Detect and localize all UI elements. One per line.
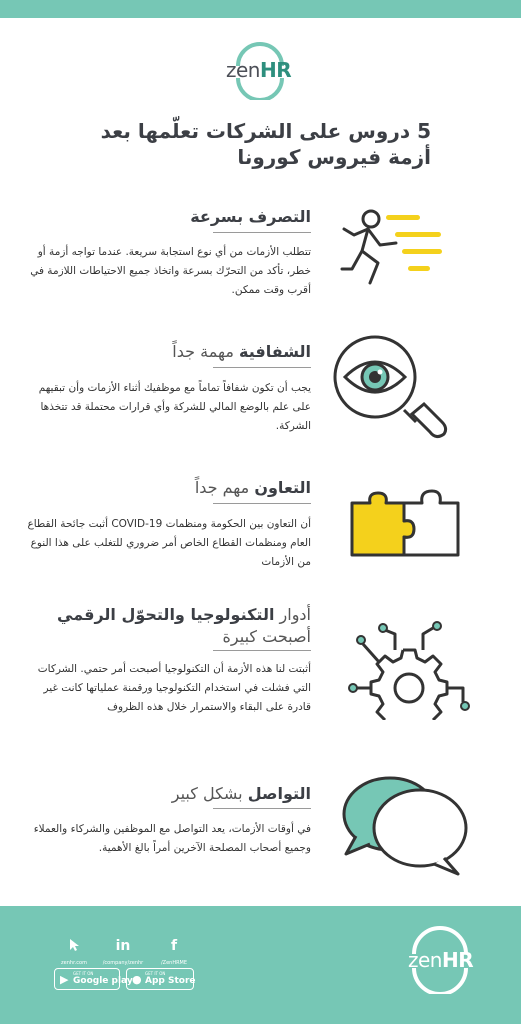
section-heading-transparency: الشفافية مهمة جداً — [172, 342, 311, 361]
gear-circuit-icon — [345, 620, 485, 720]
section-body-communication: في أوقات الأزمات، يعد التواصل مع الموظفين والشركاء والعملاء وجميع أصحاب المصلحة الآخرين أمراً بالغ الأهمية. — [33, 823, 311, 854]
website-link[interactable]: zenhr.com — [54, 938, 94, 966]
section-heading-technology: أدوار التكنولوجيا والتحوّل الرقمي أصبحت كبيرة — [57, 605, 311, 646]
divider — [213, 650, 311, 651]
section-heading-speed: التصرف بسرعة — [190, 207, 311, 226]
divider — [213, 367, 311, 368]
app-store-button[interactable]: ● GET IT ON App Store — [126, 968, 194, 990]
section-heading-communication: التواصل بشكل كبير — [171, 784, 311, 803]
zenhr-logo — [220, 40, 300, 100]
top-bar — [0, 0, 521, 18]
facebook-link[interactable]: f /ZenHRME — [154, 938, 194, 966]
facebook-icon: f — [170, 938, 178, 954]
divider — [213, 503, 311, 504]
section-body-speed: تتطلب الأزمات من أي نوع استجابة سريعة. عندما تواجه أزمة أو خطر، تأكد من التحرّك بسرعة واتخاذ جميع الاحتياطات اللازمة في أقرب وقت ممكن. — [30, 246, 311, 296]
section-body-transparency: يجب أن تكون شفافاً تماماً مع موظفيك أثناء الأزمات وأن تبقيهم على علم بالوضع المالي للشركة وأي قرارات محتملة قد تتخذها الشركة. — [38, 382, 311, 432]
logo-text: zenHR — [226, 58, 292, 82]
divider — [213, 808, 311, 809]
divider — [213, 232, 311, 233]
google-play-button[interactable]: ▶ GET IT ON Google play — [54, 968, 120, 990]
running-man-icon — [340, 207, 480, 297]
section-heading-collaboration: التعاون مهم جداً — [194, 478, 311, 497]
apple-icon: ● — [132, 973, 142, 986]
linkedin-icon: in — [115, 938, 131, 954]
eye-magnifier-icon — [330, 332, 490, 442]
section-body-technology: أثبتت لنا هذه الأزمة أن التكنولوجيا أصبحت أمر حتمي. الشركات التي فشلت في استخدام التكنولوجيا ورقمنة عملياتها كانت غير قادرة على البقاء والاستمرار خلال هذه الظروف — [37, 663, 311, 713]
linkedin-link[interactable]: in /company/zenhr — [100, 938, 146, 966]
play-icon: ▶ — [60, 973, 69, 986]
footer-logo: zenHR — [400, 924, 480, 994]
section-body-collaboration: أن التعاون بين الحكومة ومنظمات COVID-19 أثبت جائحة القطاع العام ومنظمات القطاع الخاص أمر ضروري للتغلب على هذا النوع من الأزمات — [27, 518, 311, 568]
cursor-icon — [54, 938, 94, 956]
speech-bubbles-icon — [340, 770, 480, 880]
page-title: 5 دروس على الشركات تعلّمها بعد أزمة فيروس كورونا — [100, 119, 431, 169]
puzzle-icon — [348, 485, 468, 565]
